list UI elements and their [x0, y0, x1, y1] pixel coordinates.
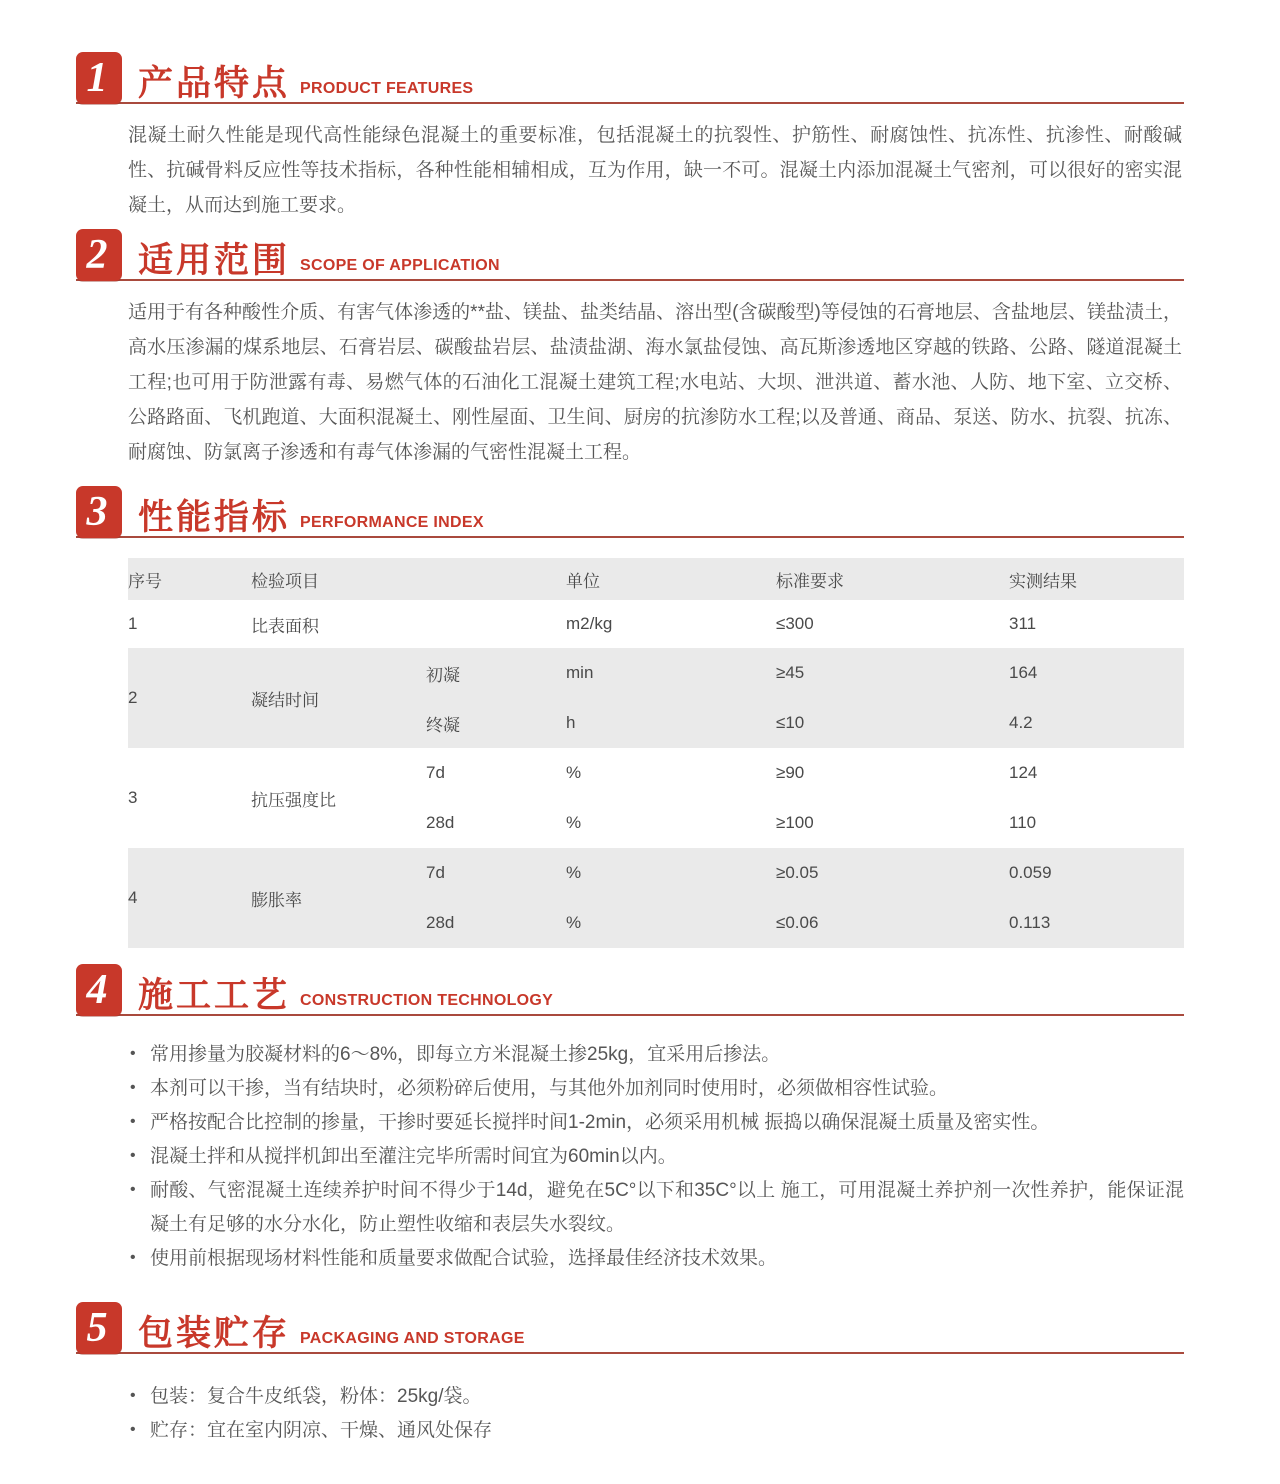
section-number: 3 [86, 489, 108, 535]
construction-bullet-list [128, 1038, 1184, 1276]
table-cell: % [566, 913, 582, 932]
table-cell: ≤10 [776, 713, 805, 732]
section-4-header [76, 964, 1184, 1016]
list-item [128, 1140, 1184, 1174]
section-scope-of-application [76, 229, 1184, 470]
section-1-header [76, 52, 1184, 104]
section-number-badge [76, 52, 122, 104]
section-5-header [76, 1302, 1184, 1354]
table-cell: min [566, 663, 594, 682]
list-item [128, 1174, 1184, 1242]
table-row [128, 848, 1184, 898]
section-title-en: SCOPE OF APPLICATION [300, 257, 500, 274]
table-cell: ≤0.06 [776, 913, 819, 932]
table-cell: 终凝 [426, 715, 460, 735]
list-item-text: 包装：复合牛皮纸袋，粉体：25kg/袋。 [150, 1386, 482, 1407]
section-title-zh: 适用范围 [138, 241, 291, 280]
table-header-cell: 序号 [128, 571, 162, 591]
section-title-zh: 性能指标 [138, 498, 291, 537]
list-item [128, 1106, 1184, 1140]
table-cell: 3 [128, 788, 138, 807]
section-title-en: PACKAGING AND STORAGE [300, 1330, 525, 1347]
list-item-text: 使用前根据现场材料性能和质量要求做配合试验，选择最佳经济技术效果。 [150, 1248, 778, 1269]
packaging-bullet-list [128, 1380, 1184, 1448]
section-construction-technology [76, 964, 1184, 1276]
section-title-zh: 包装贮存 [138, 1314, 291, 1353]
table-cell: 7d [426, 863, 445, 882]
table-header-cell: 标准要求 [776, 571, 844, 591]
section-3-header [76, 486, 1184, 538]
bullet-dot-icon: • [130, 1387, 136, 1404]
table-row [128, 600, 1184, 648]
table-cell: 4.2 [1009, 713, 1033, 732]
table-cell: 膨胀率 [251, 890, 302, 910]
table-cell: 4 [128, 888, 138, 907]
section-title-en: PERFORMANCE INDEX [300, 514, 484, 531]
table-cell: % [566, 763, 582, 782]
product-features-paragraph: 混凝土耐久性能是现代高性能绿色混凝土的重要标准，包括混凝土的抗裂性、护筋性、耐腐蚀性、抗冻性、抗渗性、耐酸碱性、抗碱骨料反应性等技术指标，各种性能相辅相成，互为作用，缺一不可。混凝土内添加混凝土气密剂，可以很好的密实混凝土，从而达到施工要求。 [128, 125, 1182, 216]
section-number: 2 [86, 232, 108, 278]
table-cell: ≥100 [776, 813, 814, 832]
table-cell: 0.059 [1009, 863, 1052, 882]
list-item-text: 混凝土拌和从搅拌机卸出至灌注完毕所需时间宜为60min以内。 [150, 1146, 677, 1167]
table-cell: % [566, 813, 582, 832]
table-cell: 124 [1009, 763, 1038, 782]
bullet-dot-icon: • [130, 1147, 136, 1164]
list-item-text: 本剂可以干掺，当有结块时，必须粉碎后使用，与其他外加剂同时使用时，必须做相容性试验。 [150, 1078, 949, 1099]
table-cell: 28d [426, 813, 455, 832]
section-number: 1 [86, 55, 108, 101]
section-title-zh: 产品特点 [138, 64, 291, 103]
section-title-en: PRODUCT FEATURES [300, 80, 474, 97]
list-item-text: 贮存：宜在室内阴凉、干燥、通风处保存 [150, 1420, 493, 1441]
list-item-text: 常用掺量为胶凝材料的6～8%，即每立方米混凝土掺25kg，宜采用后掺法。 [150, 1044, 781, 1065]
list-item-text: 严格按配合比控制的掺量，干掺时要延长搅拌时间1-2min，必须采用机械 振捣以确保混凝土质量及密实性。 [150, 1112, 1050, 1133]
table-cell: m2/kg [566, 614, 613, 633]
table-cell: 311 [1009, 614, 1037, 633]
list-item [128, 1072, 1184, 1106]
table-cell: h [566, 713, 576, 732]
table-header-cell: 实测结果 [1009, 571, 1077, 591]
table-cell: 110 [1009, 813, 1037, 832]
table-cell: 凝结时间 [251, 690, 319, 710]
section-packaging-and-storage [76, 1302, 1184, 1448]
table-row [128, 748, 1184, 798]
table-cell: 28d [426, 913, 455, 932]
section-product-features [76, 52, 1184, 223]
performance-table [128, 558, 1184, 948]
list-item-text: 耐酸、气密混凝土连续养护时间不得少于14d，避免在5C°以下和35C°以上 施工，可用混凝土养护剂一次性养护，能保证混凝土有足够的水分水化，防止塑性收缩和表层失水裂纹。 [150, 1180, 1184, 1235]
table-row [128, 648, 1184, 698]
table-cell: ≥0.05 [776, 863, 819, 882]
bullet-dot-icon: • [130, 1249, 136, 1266]
table-cell: 0.113 [1009, 913, 1051, 932]
section-performance-index [76, 486, 1184, 948]
list-item [128, 1414, 1184, 1448]
list-item [128, 1380, 1184, 1414]
section-number-badge [76, 486, 122, 538]
table-header-row [128, 558, 1184, 600]
table-header-cell: 检验项目 [251, 571, 319, 591]
section-number-badge [76, 964, 122, 1016]
table-cell: % [566, 863, 582, 882]
bullet-dot-icon: • [130, 1079, 136, 1096]
section-2-header [76, 229, 1184, 281]
scope-paragraph: 适用于有各种酸性介质、有害气体渗透的**盐、镁盐、盐类结晶、溶出型(含碳酸型)等侵蚀的石膏地层、含盐地层、镁盐渍土，高水压渗漏的煤系地层、石膏岩层、碳酸盐岩层、盐渍盐湖、海水氯盐侵蚀、高瓦斯渗透地区穿越的铁路、公路、隧道混凝土工程;也可用于防泄露有毒、易燃气体的石油化工混凝土建筑工程;水电站、大坝、泄洪道、蓄水池、人防、地下室、立交桥、公路路面、飞机跑道、大面积混凝土、刚性屋面、卫生间、厨房的抗渗防水工程;以及普通、商品、泵送、防水、抗裂、抗冻、耐腐蚀、防氯离子渗透和有毒气体渗漏的气密性混凝土工程。 [128, 302, 1182, 463]
table-cell: ≥90 [776, 763, 805, 782]
table-cell: ≤300 [776, 614, 814, 633]
table-header-cell: 单位 [566, 571, 600, 591]
section-number: 4 [86, 967, 108, 1013]
table-cell: 初凝 [426, 665, 460, 685]
section-number-badge [76, 229, 122, 281]
section-title-en: CONSTRUCTION TECHNOLOGY [300, 992, 554, 1009]
table-cell: 抗压强度比 [251, 790, 336, 810]
section-number: 5 [86, 1305, 108, 1351]
table-cell: 2 [128, 688, 138, 707]
bullet-dot-icon: • [130, 1045, 136, 1062]
list-item [128, 1038, 1184, 1072]
table-cell: 比表面积 [251, 616, 319, 636]
section-title-zh: 施工工艺 [138, 976, 291, 1015]
bullet-dot-icon: • [130, 1113, 136, 1130]
section-number-badge [76, 1302, 122, 1354]
bullet-dot-icon: • [130, 1181, 136, 1198]
table-cell: ≥45 [776, 663, 805, 682]
list-item [128, 1242, 1184, 1276]
bullet-dot-icon: • [130, 1421, 136, 1438]
table-cell: 7d [426, 763, 445, 782]
table-cell: 1 [128, 614, 138, 633]
table-cell: 164 [1009, 663, 1038, 682]
